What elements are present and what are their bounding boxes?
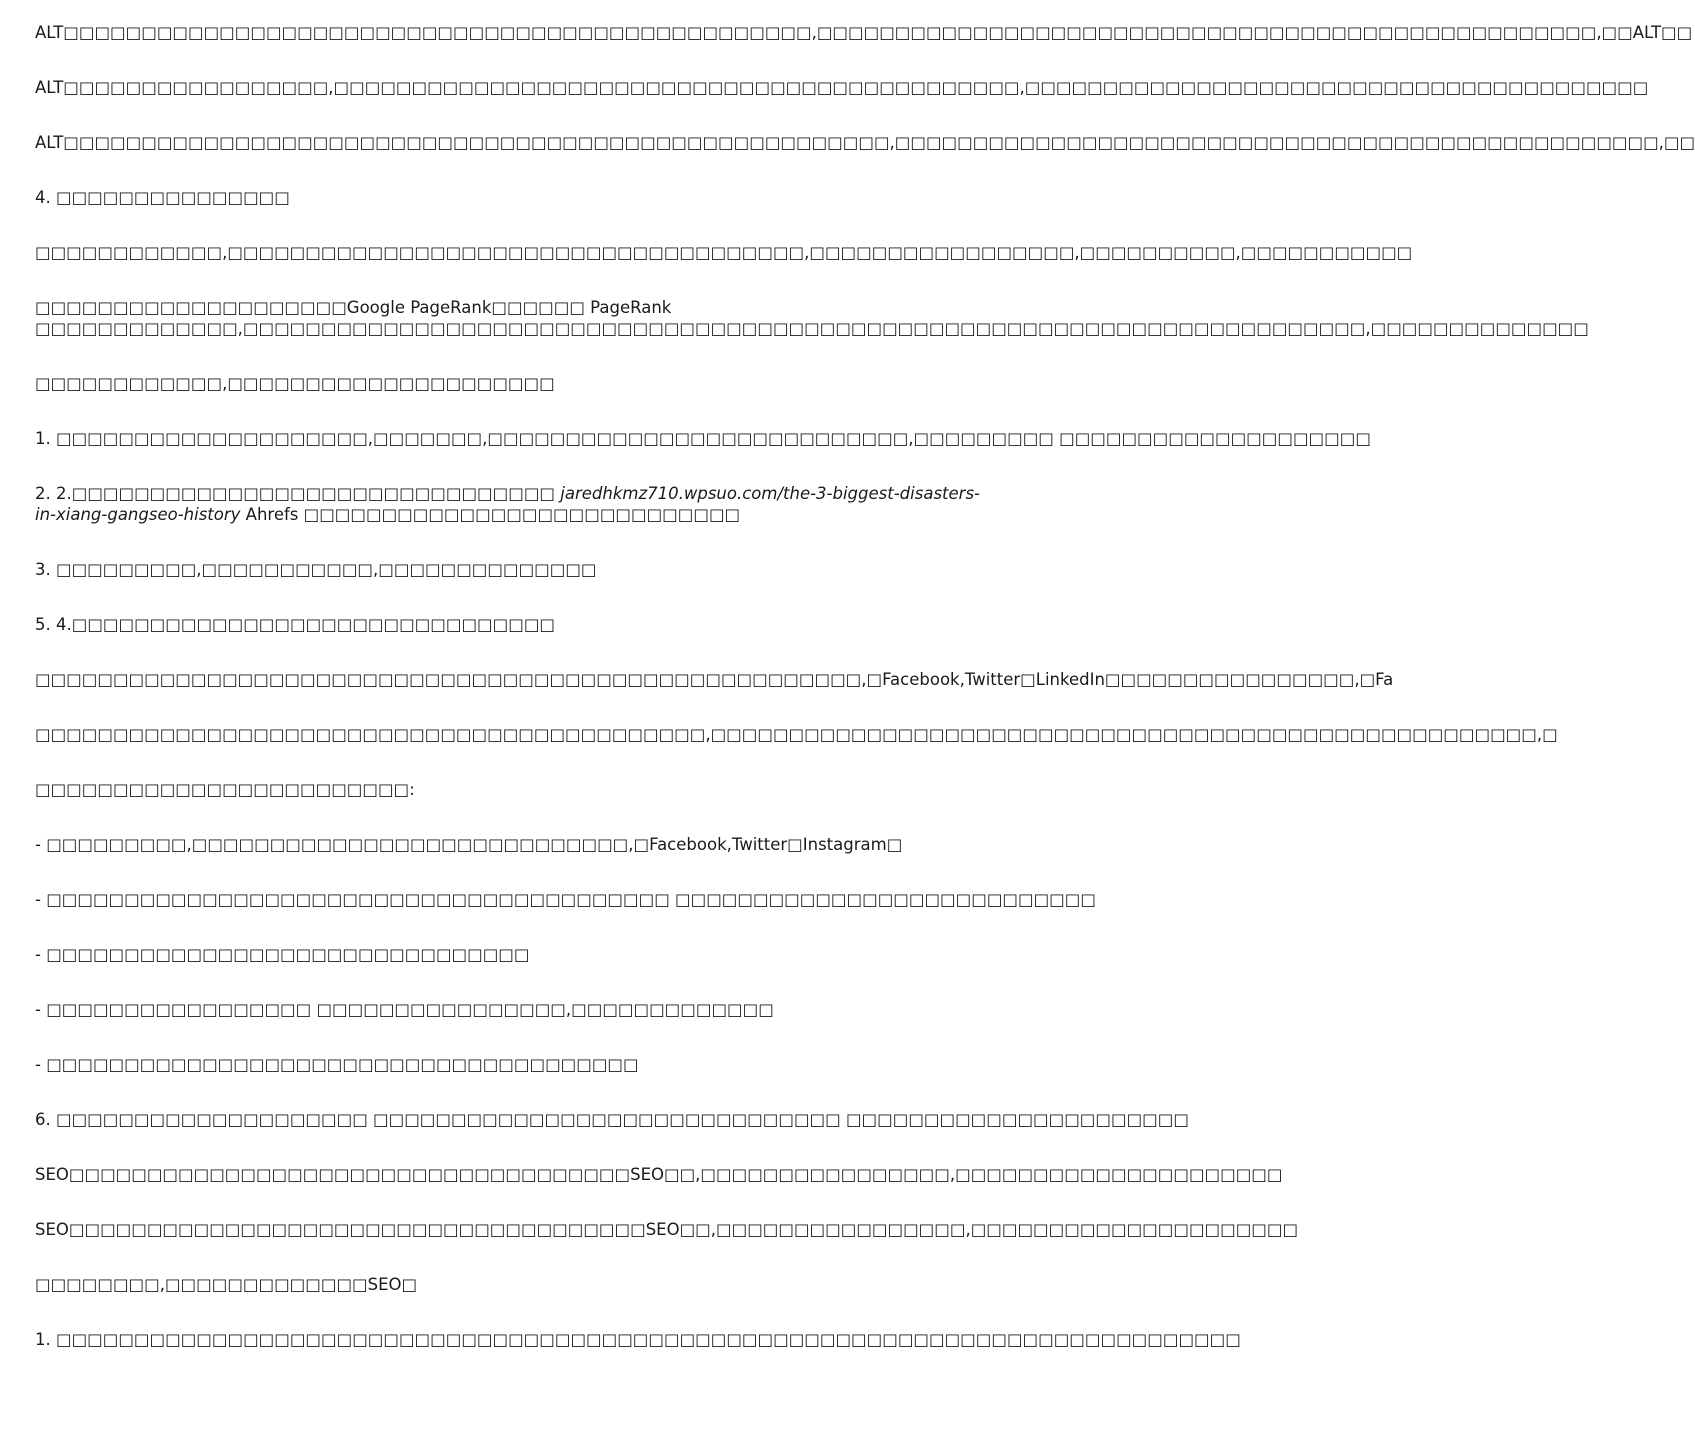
list-item-with-link	[35, 483, 989, 525]
list-item-suffix: Ahrefs □□□□□□□□□□□□□□□□□□□□□□□□□□□□	[240, 505, 741, 524]
paragraph: □□□□□□□□□□□□□□□□□□□□□□□□□□□□□□□□□□□□□□□□□□□,□□□□□□□□□□□□□□□□□□□□□□□□□□□□□□□□□□□□□□□□□□□□□□□□□□□□□,□	[35, 725, 1558, 744]
paragraph: ALT□□□□□□□□□□□□□□□□□□□□□□□□□□□□□□□□□□□□□□□□□□□□□□□□,□□□□□□□□□□□□□□□□□□□□□□□□□□□□□□□□□□□□□□□□□□□□□□□□□□,□□ALT□□	[35, 23, 1693, 42]
bullet-item: - □□□□□□□□□□□□□□□□□□□□□□□□□□□□□□□□□□□□□□□□ □□□□□□□□□□□□□□□□□□□□□□□□□□□	[35, 890, 1096, 909]
paragraph: □□□□□□□□□□□□□□□□□□□□□□□□:	[35, 780, 415, 799]
document-body	[35, 22, 1695, 1350]
paragraph: SEO□□□□□□□□□□□□□□□□□□□□□□□□□□□□□□□□□□□□SEO□□,□□□□□□□□□□□□□□□□,□□□□□□□□□□□□□□□□□□□□□	[35, 1165, 1283, 1184]
pagerank-line-1: □□□□□□□□□□□□□□□□□□□□Google PageRank□□□□□□ PageRank	[35, 298, 672, 317]
bullet-item: - □□□□□□□□□,□□□□□□□□□□□□□□□□□□□□□□□□□□□□,□Facebook,Twitter□Instagram□	[35, 835, 903, 854]
article-link[interactable]: jaredhkmz710.wpsuo.com/the-3-biggest-disasters-in-xiang-gangseo-history	[35, 484, 980, 524]
list-item: 1. □□□□□□□□□□□□□□□□□□□□□□□□□□□□□□□□□□□□□□□□□□□□□□□□□□□□□□□□□□□□□□□□□□□□□□□□□□□□	[35, 1330, 1241, 1349]
paragraph: □□□□□□□□□□□□,□□□□□□□□□□□□□□□□□□□□□	[35, 374, 555, 393]
paragraph: ALT□□□□□□□□□□□□□□□□□,□□□□□□□□□□□□□□□□□□□□□□□□□□□□□□□□□□□□□□□□□□□□,□□□□□□□□□□□□□□□□□□□□□□□□□□□□□□□□□□□□□□□□	[35, 78, 1649, 97]
section-heading: 5. 4.□□□□□□□□□□□□□□□□□□□□□□□□□□□□□□□	[35, 615, 556, 634]
section-heading: 6. □□□□□□□□□□□□□□□□□□□□ □□□□□□□□□□□□□□□□□□□□□□□□□□□□□□ □□□□□□□□□□□□□□□□□□□□□□	[35, 1110, 1189, 1129]
pagerank-line-2: □□□□□□□□□□□□□,□□□□□□□□□□□□□□□□□□□□□□□□□□□□□□□□□□□□□□□□□□□□□□□□□□□□□□□□□□□□□□□□□□□□□□□□,□□□□□□□□□□□□□□	[35, 319, 1589, 338]
paragraph: □□□□□□□□□□□□□□□□□□□□□□□□□□□□□□□□□□□□□□□□□□□□□□□□□□□□□,□Facebook,Twitter□LinkedIn□□□□□□□□□□□□□□□□,□Fa	[35, 670, 1394, 689]
paragraph: SEO□□□□□□□□□□□□□□□□□□□□□□□□□□□□□□□□□□□□□SEO□□,□□□□□□□□□□□□□□□□,□□□□□□□□□□□□□□□□□□□□□	[35, 1220, 1299, 1239]
bullet-item: - □□□□□□□□□□□□□□□□□ □□□□□□□□□□□□□□□□,□□□□□□□□□□□□□	[35, 1000, 774, 1019]
list-item-prefix: 2. 2.□□□□□□□□□□□□□□□□□□□□□□□□□□□□□□□	[35, 484, 561, 503]
list-item: 1. □□□□□□□□□□□□□□□□□□□□,□□□□□□□,□□□□□□□□□□□□□□□□□□□□□□□□□□□,□□□□□□□□□ □□□□□□□□□□□□□□□□□□□□	[35, 429, 1371, 448]
paragraph: □□□□□□□□□□□□,□□□□□□□□□□□□□□□□□□□□□□□□□□□□□□□□□□□□□,□□□□□□□□□□□□□□□□□,□□□□□□□□□□,□□□□□□□□□□□	[35, 243, 1413, 262]
paragraph: □□□□□□□□,□□□□□□□□□□□□□SEO□	[35, 1275, 418, 1294]
section-heading: 4. □□□□□□□□□□□□□□□	[35, 188, 290, 207]
bullet-item: - □□□□□□□□□□□□□□□□□□□□□□□□□□□□□□□□□□□□□□	[35, 1055, 639, 1074]
paragraph: ALT□□□□□□□□□□□□□□□□□□□□□□□□□□□□□□□□□□□□□□□□□□□□□□□□□□□□□,□□□□□□□□□□□□□□□□□□□□□□□□□□□□□□□□□□□□□□□□□□□□□□□□□,□□	[35, 133, 1695, 152]
bullet-item: - □□□□□□□□□□□□□□□□□□□□□□□□□□□□□□□	[35, 945, 530, 964]
pagerank-paragraph	[35, 297, 1589, 339]
list-item: 3. □□□□□□□□□,□□□□□□□□□□□,□□□□□□□□□□□□□□	[35, 560, 597, 579]
